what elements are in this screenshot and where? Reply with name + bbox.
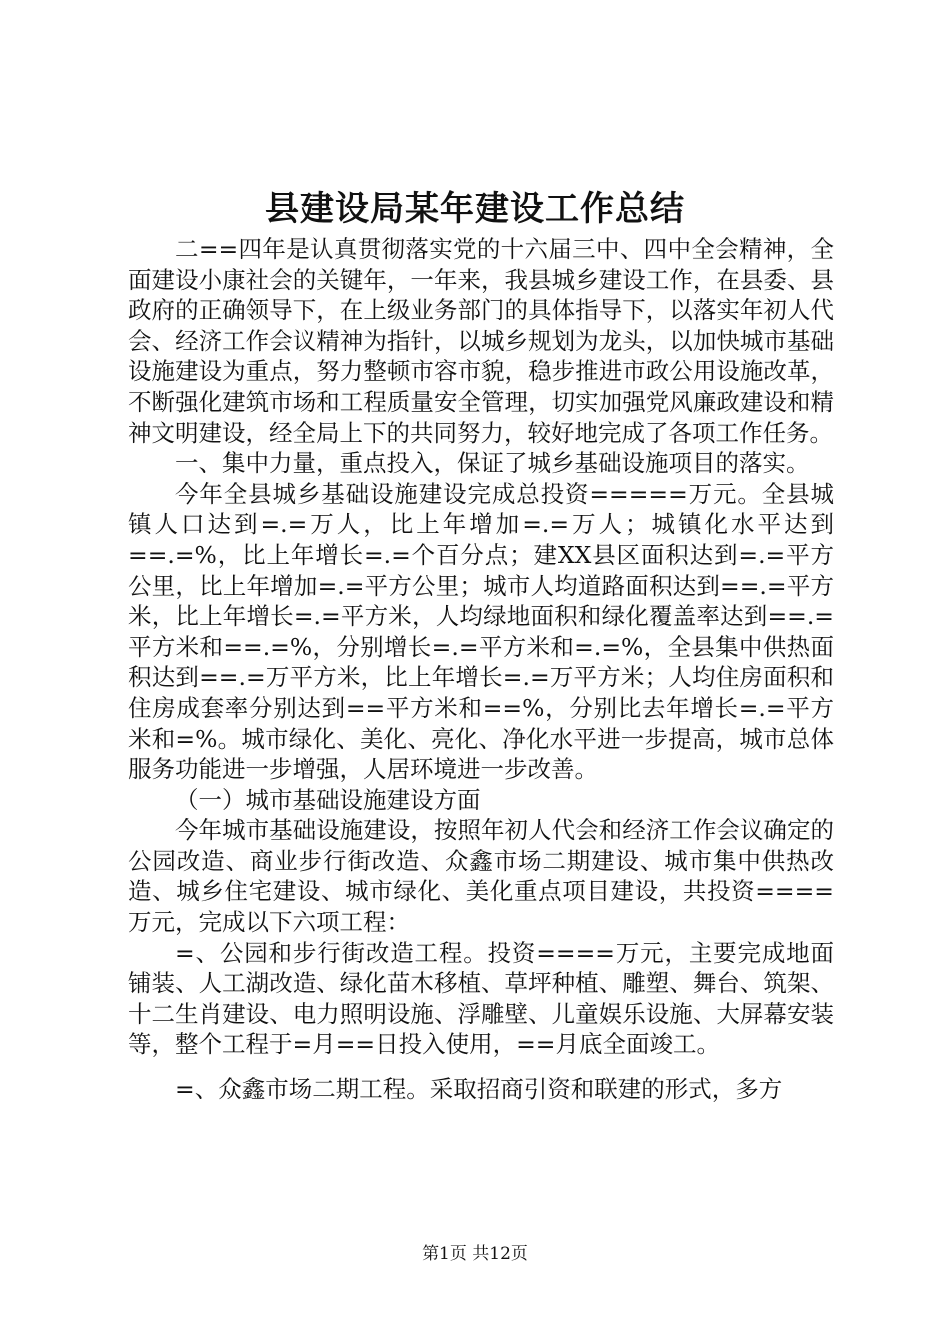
paragraph-subsection-heading: （一）城市基础设施建设方面 [175,785,481,814]
paragraph-intro: 二==四年是认真贯彻落实党的十六届三中、四中全会精神，全面建设小康社会的关键年，一年来，我县城乡建设工作，在县委、县政府的正确领导下，在上级业务部门的具体指导下，以落实年初人代会、经济工作会议精神为指针，以城乡规划为龙头，以加快城市基础设施建设为重点，努力整顿市容市貌，稳步推进市政公用设施改革，不断强化建筑市场和工程质量安全管理，切实加强党风廉政建设和精神文明建设，经全局上下的共同努力，较好地完成了各项工作任务。 [128,235,834,447]
paragraph-statistics: 今年全县城乡基础设施建设完成总投资=====万元。全县城镇人口达到=.=万人，比上年增加=.=万人；城镇化水平达到==.=%，比上年增长=.=个百分点；建XX县区面积达到=.=平方公里，比上年增加=.=平方公里；城市人均道路面积达到==.=平方米，比上年增长=.=平方米，人均绿地面积和绿化覆盖率达到==.=平方米和==.=%，分别增长=.=平方米和=.=%，全县集中供热面积达到==.=万平方米，比上年增长=.=万平方米；人均住房面积和住房成套率分别达到==平方米和==%，分别比去年增长=.=平方米和=%。城市绿化、美化、亮化、净化水平进一步提高，城市总体服务功能进一步增强，人居环境进一步改善。 [128,479,834,784]
document-title: 县建设局某年建设工作总结 [265,189,685,229]
page-number-footer: 第1页 共12页 [422,1244,528,1264]
paragraph-market-project: =、众鑫市场二期工程。采取招商引资和联建的形式，多方 [175,1075,783,1104]
paragraph-infrastructure: 今年城市基础设施建设，按照年初人代会和经济工作会议确定的公园改造、商业步行街改造、众鑫市场二期建设、城市集中供热改造、城乡住宅建设、城市绿化、美化重点项目建设，共投资====万元，完成以下六项工程： [128,816,834,937]
document-body [128,234,834,1105]
paragraph-park-project: =、公园和步行街改造工程。投资====万元，主要完成地面铺装、人工湖改造、绿化苗木移植、草坪种植、雕塑、舞台、筑架、十二生肖建设、电力照明设施、浮雕壁、儿童娱乐设施、大屏幕安装等，整个工程于=月==日投入使用，==月底全面竣工。 [128,938,834,1059]
paragraph-section-one-heading: 一、集中力量，重点投入，保证了城乡基础设施项目的落实。 [175,449,810,478]
